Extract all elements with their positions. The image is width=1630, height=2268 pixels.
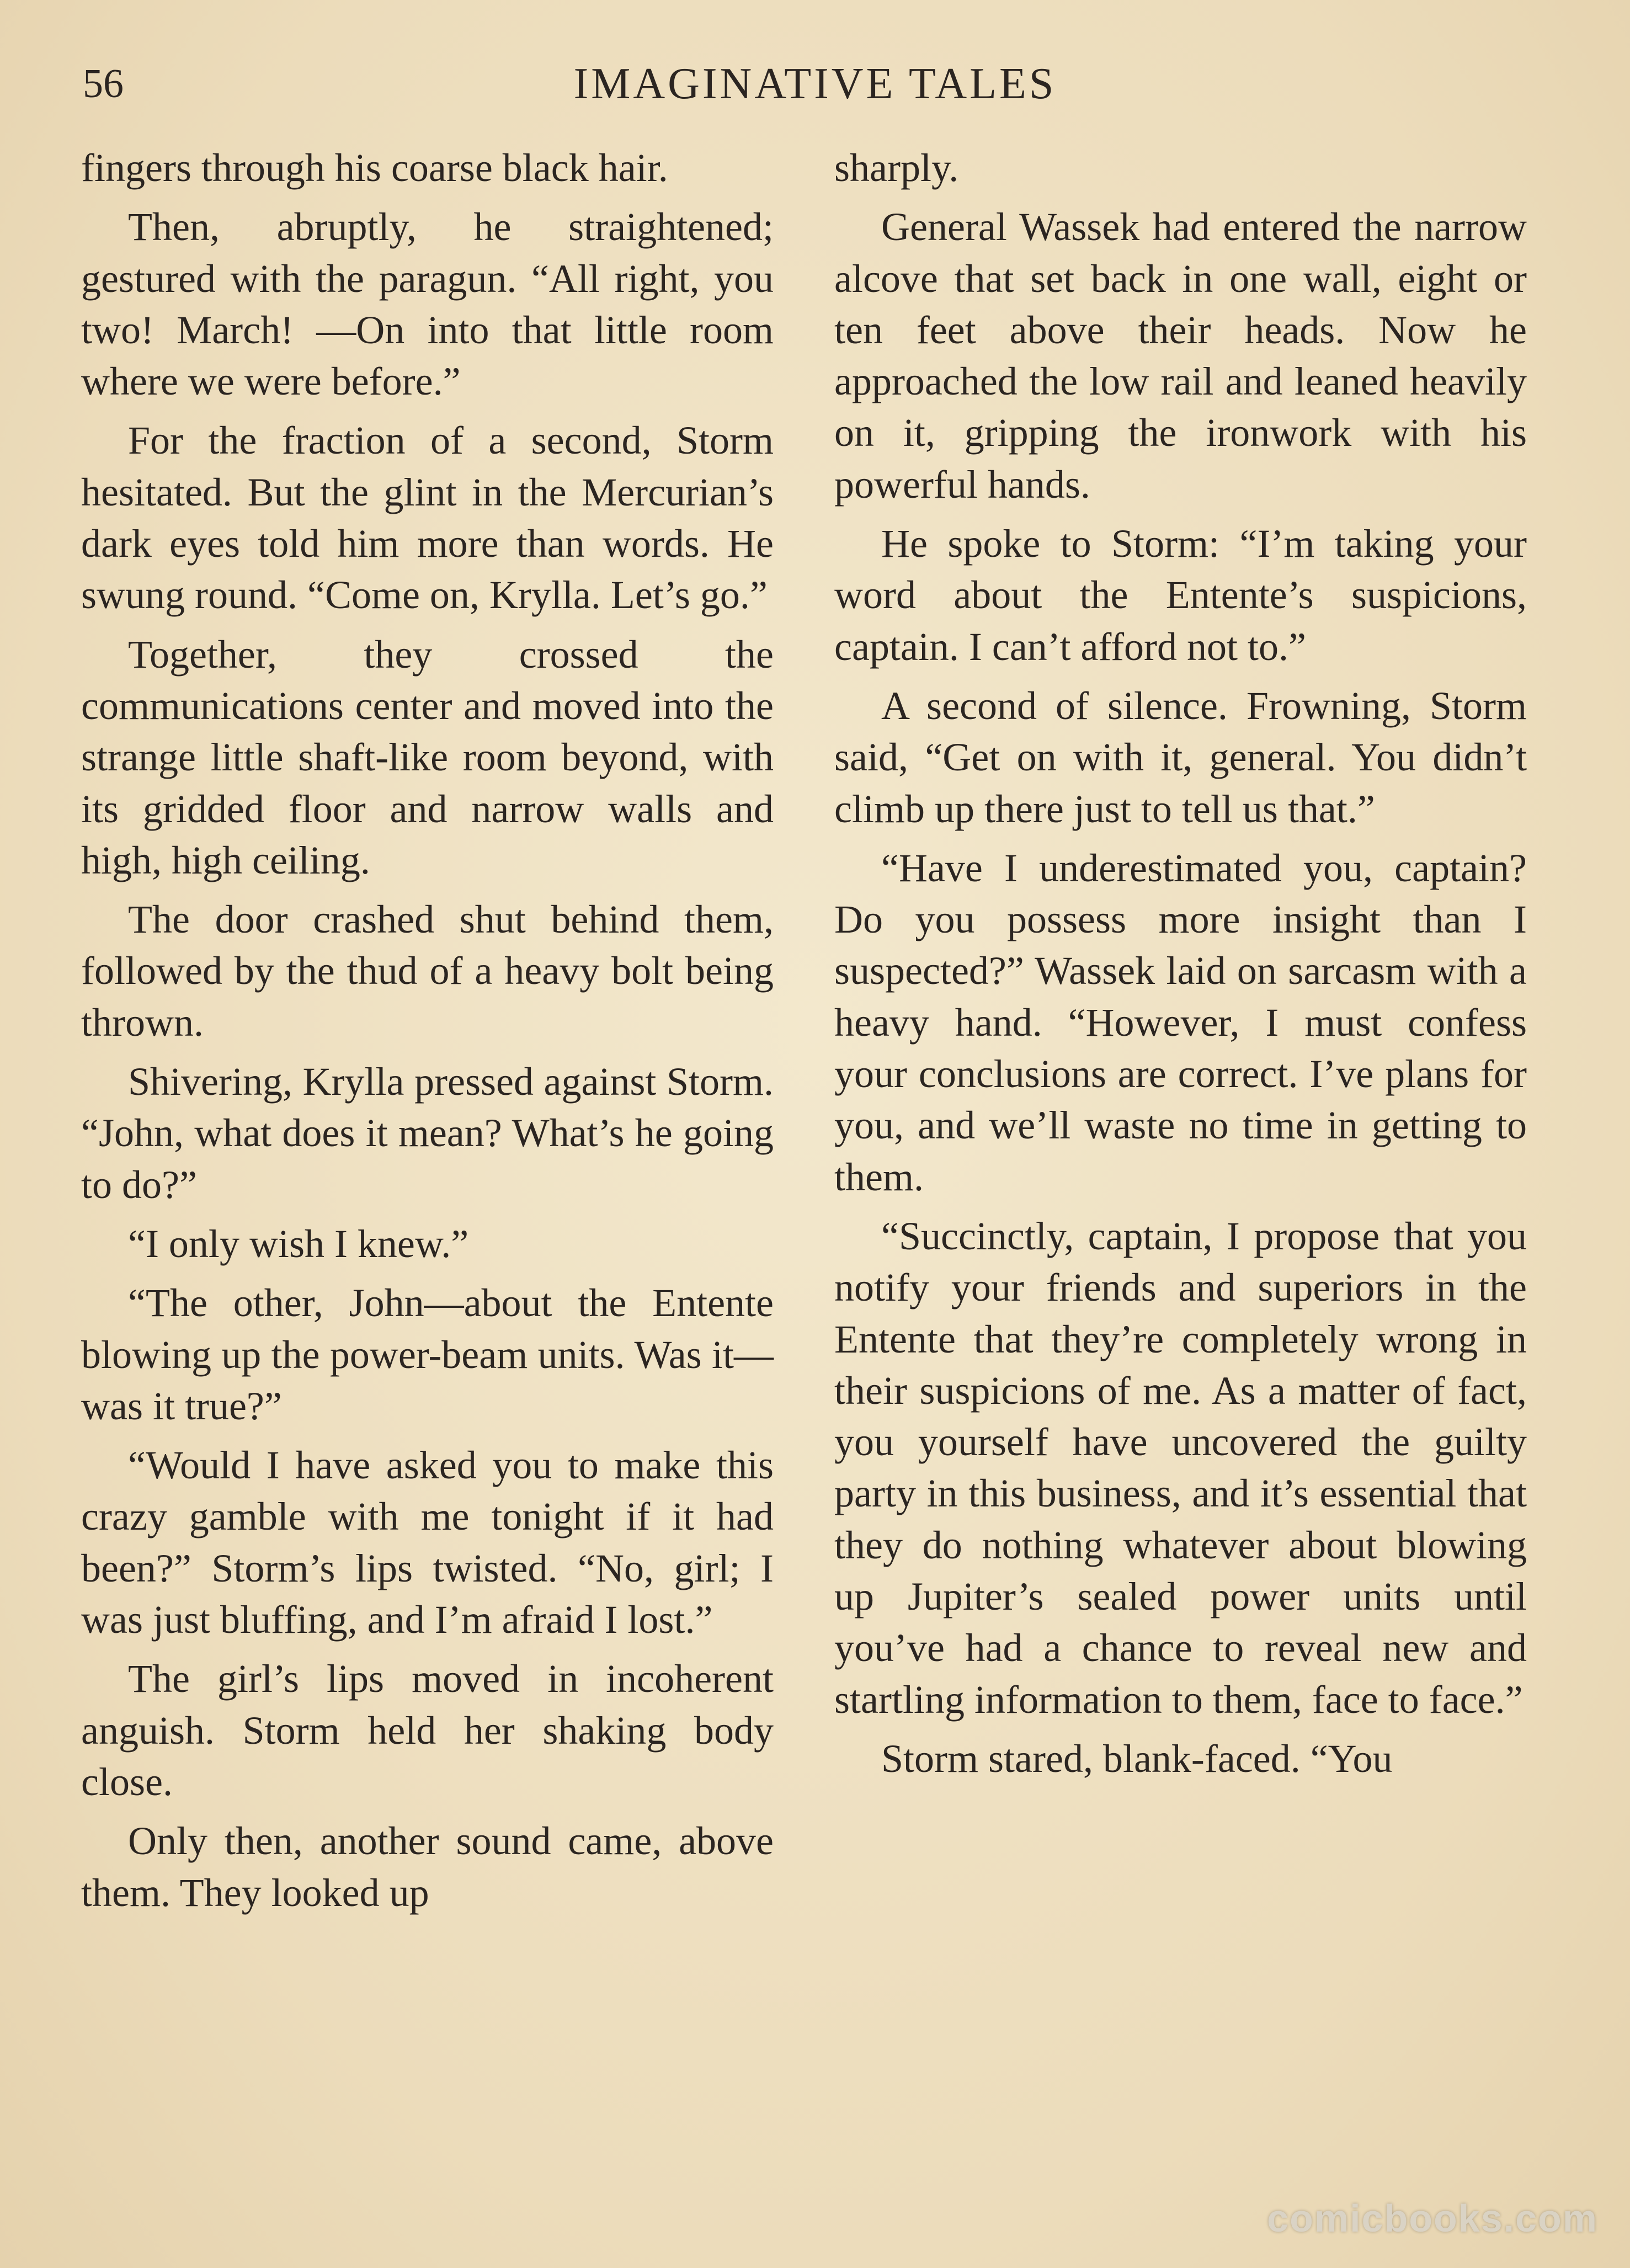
paragraph: A second of silence. Frowning, Storm said, “Get on with it, general. You didn’t climb up there just to tell us that.” xyxy=(834,683,1527,831)
right-column xyxy=(834,142,1527,1792)
paragraph: General Wassek had entered the narrow alcove that set back in one wall, eight or ten feet above their heads. Now he approached the low rail and leaned heavily on it, gripping the ironwork with his powerful hands. xyxy=(834,205,1527,507)
paragraph: sharply. xyxy=(834,146,959,190)
running-title: IMAGINATIVE TALES xyxy=(573,60,1057,108)
paragraph: “Have I underestimated you, captain? Do you possess more insight than I suspected?” Wassek laid on sarcasm with a heavy hand. “However, I must confess your conclusions are correct. I’ve plans for you, and we’ll waste no time in getting to them. xyxy=(834,845,1527,1199)
paragraph: Only then, another sound came, above them. They looked up xyxy=(81,1819,774,1915)
paragraph: The door crashed shut behind them, followed by the thud of a heavy bolt being thrown. xyxy=(81,897,774,1045)
paragraph: “I only wish I knew.” xyxy=(128,1221,469,1266)
paragraph: Together, they crossed the communications center and moved into the strange little shaft-like room beyond, with its gridded floor and narrow walls and high, high ceiling. xyxy=(81,632,774,882)
watermark: comicbooks.com xyxy=(1267,2197,1598,2240)
left-column xyxy=(81,142,774,1926)
paragraph: Shivering, Krylla pressed against Storm. “John, what does it mean? What’s he going to do?” xyxy=(81,1060,774,1207)
page-number: 56 xyxy=(83,61,124,107)
paragraph: He spoke to Storm: “I’m taking your word about the Entente’s suspicions, captain. I can’t afford not to.” xyxy=(834,521,1527,669)
paragraph: The girl’s lips moved in incoherent anguish. Storm held her shaking body close. xyxy=(81,1657,774,1804)
paragraph: “The other, John—about the Entente blowing up the power-beam units. Was it—was it true?” xyxy=(81,1281,774,1428)
paragraph: Then, abruptly, he straightened; gestured with the paragun. “All right, you two! March! —On into that little room where we were before.” xyxy=(81,205,774,404)
paragraph: For the fraction of a second, Storm hesitated. But the glint in the Mercurian’s dark eyes told him more than words. He swung round. “Come on, Krylla. Let’s go.” xyxy=(81,418,774,617)
paragraph: fingers through his coarse black hair. xyxy=(81,146,668,190)
paragraph: “Would I have asked you to make this crazy gamble with me tonight if it had been?” Storm’s lips twisted. “No, girl; I was just bluffing, and I’m afraid I lost.” xyxy=(81,1443,774,1642)
paragraph: “Succinctly, captain, I propose that you notify your friends and superiors in the Entente that they’re completely wrong in their suspicions of me. As a matter of fact, you yourself have uncovered the guilty party in this business, and it’s essential that they do nothing whatever about blowing up Jupiter’s sealed power units until you’ve had a chance to reveal new and startling information to them, face to face.” xyxy=(834,1213,1527,1722)
paragraph: Storm stared, blank-faced. “You xyxy=(881,1736,1393,1781)
